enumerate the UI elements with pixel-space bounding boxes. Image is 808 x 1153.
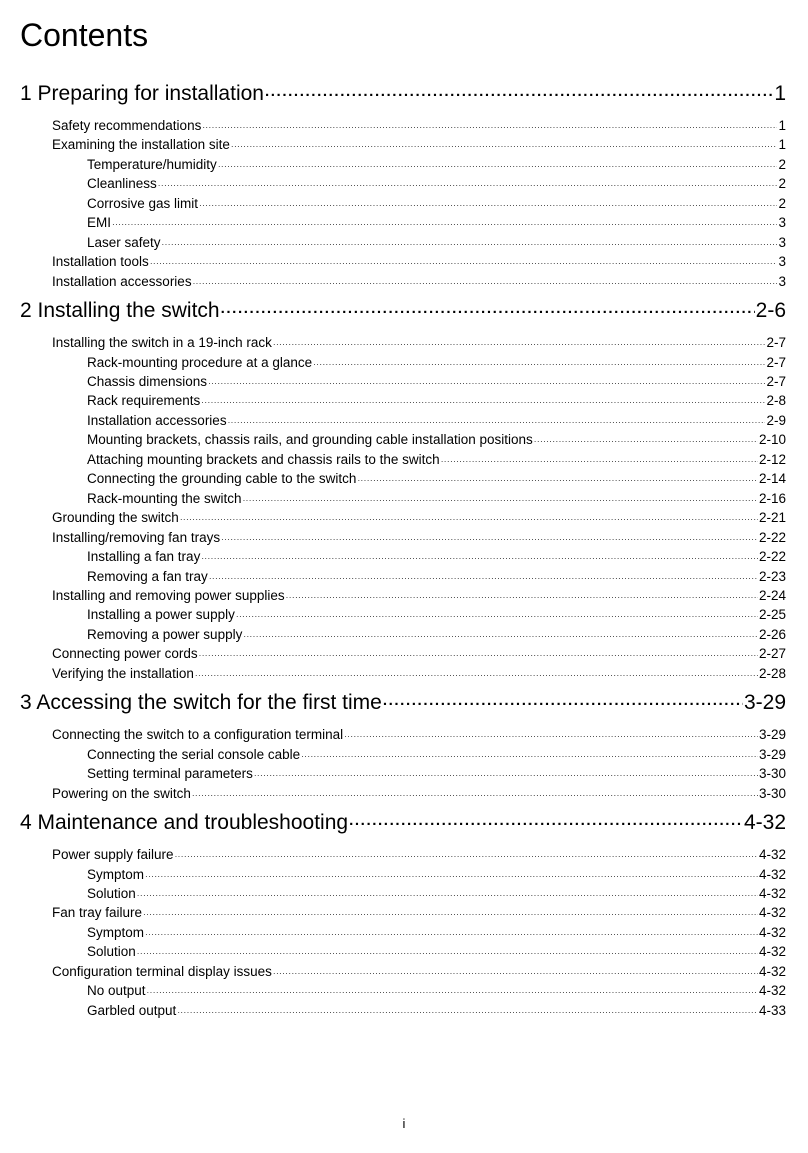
toc-subsection[interactable] bbox=[20, 548, 786, 567]
dot-leader bbox=[349, 811, 743, 839]
dot-leader bbox=[195, 667, 758, 684]
toc-section[interactable] bbox=[20, 726, 786, 745]
toc-subsection[interactable] bbox=[20, 470, 786, 489]
toc-subsection[interactable] bbox=[20, 214, 786, 233]
dot-leader bbox=[228, 414, 766, 431]
dot-leader bbox=[192, 787, 758, 804]
toc-page-number: 4-32 bbox=[758, 963, 786, 979]
toc-page-number: 4-32 bbox=[758, 924, 786, 940]
dot-leader bbox=[273, 336, 766, 353]
dot-leader bbox=[177, 1004, 758, 1021]
dot-leader bbox=[145, 926, 758, 943]
toc-chapter[interactable] bbox=[20, 809, 786, 839]
toc-subsection[interactable] bbox=[20, 924, 786, 943]
table-of-contents bbox=[20, 80, 786, 1021]
toc-page-number: 2-22 bbox=[758, 529, 786, 545]
toc-entry-title: Rack-mounting the switch bbox=[87, 490, 242, 506]
toc-entry-title: 4 Maintenance and troubleshooting bbox=[20, 811, 349, 835]
toc-page-number: 2-14 bbox=[758, 471, 786, 487]
toc-section[interactable] bbox=[20, 963, 786, 982]
toc-subsection[interactable] bbox=[20, 943, 786, 962]
dot-leader bbox=[243, 492, 758, 509]
toc-entry-title: Attaching mounting brackets and chassis rails to the switch bbox=[87, 451, 440, 467]
dot-leader bbox=[273, 965, 758, 982]
dot-leader bbox=[383, 691, 743, 719]
toc-entry-title: No output bbox=[87, 983, 146, 999]
toc-subsection[interactable] bbox=[20, 490, 786, 509]
toc-entry-title: Installing and removing power supplies bbox=[52, 587, 285, 603]
dot-leader bbox=[175, 848, 758, 865]
toc-subsection[interactable] bbox=[20, 431, 786, 450]
toc-entry-title: 2 Installing the switch bbox=[20, 299, 220, 323]
dot-leader bbox=[231, 138, 778, 155]
toc-page-number: 3-29 bbox=[743, 691, 786, 715]
toc-page-number: 2-7 bbox=[766, 335, 786, 351]
toc-entry-title: Installing the switch in a 19-inch rack bbox=[52, 335, 272, 351]
toc-page-number: 3 bbox=[778, 254, 786, 270]
toc-chapter[interactable] bbox=[20, 689, 786, 719]
toc-subsection[interactable] bbox=[20, 373, 786, 392]
toc-entry-title: Installing/removing fan trays bbox=[52, 529, 221, 545]
toc-page-number: 4-32 bbox=[758, 983, 786, 999]
toc-section[interactable] bbox=[20, 904, 786, 923]
toc-section[interactable] bbox=[20, 587, 786, 606]
toc-page-number: 1 bbox=[778, 137, 786, 153]
toc-page-number: 2-24 bbox=[758, 587, 786, 603]
dot-leader bbox=[143, 906, 758, 923]
toc-entry-title: Removing a fan tray bbox=[87, 568, 208, 584]
dot-leader bbox=[193, 275, 778, 292]
dot-leader bbox=[145, 868, 758, 885]
toc-entry-title: Powering on the switch bbox=[52, 785, 191, 801]
dot-leader bbox=[137, 887, 758, 904]
toc-entry-title: Solution bbox=[87, 944, 136, 960]
toc-entry-title: Setting terminal parameters bbox=[87, 766, 253, 782]
dot-leader bbox=[112, 216, 777, 233]
page-number: i bbox=[402, 1116, 406, 1131]
toc-subsection[interactable] bbox=[20, 234, 786, 253]
dot-leader bbox=[286, 589, 758, 606]
toc-section[interactable] bbox=[20, 273, 786, 292]
dot-leader bbox=[243, 628, 758, 645]
toc-subsection[interactable] bbox=[20, 195, 786, 214]
toc-page-number: 2-22 bbox=[758, 549, 786, 565]
toc-entry-title: Connecting the grounding cable to the switch bbox=[87, 471, 357, 487]
toc-page-number: 4-32 bbox=[743, 811, 786, 835]
toc-section[interactable] bbox=[20, 509, 786, 528]
toc-page-number: 3 bbox=[778, 273, 786, 289]
toc-section[interactable] bbox=[20, 529, 786, 548]
dot-leader bbox=[150, 255, 778, 272]
toc-subsection[interactable] bbox=[20, 412, 786, 431]
toc-entry-title: Connecting the switch to a configuration terminal bbox=[52, 727, 344, 743]
dot-leader bbox=[208, 375, 765, 392]
toc-entry-title: Rack-mounting procedure at a glance bbox=[87, 354, 313, 370]
toc-page-number: 2-25 bbox=[758, 607, 786, 623]
toc-page-number: 3 bbox=[778, 234, 786, 250]
dot-leader bbox=[147, 984, 758, 1001]
toc-section[interactable] bbox=[20, 846, 786, 865]
toc-entry-title: Corrosive gas limit bbox=[87, 195, 199, 211]
toc-subsection[interactable] bbox=[20, 1002, 786, 1021]
toc-page-number: 3-29 bbox=[758, 727, 786, 743]
toc-subsection[interactable] bbox=[20, 765, 786, 784]
toc-subsection[interactable] bbox=[20, 746, 786, 765]
toc-subsection[interactable] bbox=[20, 451, 786, 470]
toc-page-number: 2-28 bbox=[758, 665, 786, 681]
toc-entry-title: Rack requirements bbox=[87, 393, 201, 409]
toc-entry-title: Installation tools bbox=[52, 254, 149, 270]
toc-entry-title: Power supply failure bbox=[52, 847, 174, 863]
toc-entry-title: Installation accessories bbox=[87, 412, 227, 428]
dot-leader bbox=[209, 570, 758, 587]
dot-leader bbox=[199, 197, 777, 214]
toc-section[interactable] bbox=[20, 645, 786, 664]
toc-entry-title: EMI bbox=[87, 215, 112, 231]
toc-entry-title: Connecting the serial console cable bbox=[87, 746, 301, 762]
toc-entry-title: Verifying the installation bbox=[52, 665, 194, 681]
toc-entry-title: Installing a power supply bbox=[87, 607, 235, 623]
dot-leader bbox=[357, 472, 758, 489]
toc-entry-title: Temperature/humidity bbox=[87, 156, 217, 172]
toc-page-number: 2-16 bbox=[758, 490, 786, 506]
toc-section[interactable] bbox=[20, 117, 786, 136]
toc-section[interactable] bbox=[20, 253, 786, 272]
dot-leader bbox=[344, 728, 758, 745]
toc-page-number: 2-6 bbox=[755, 299, 786, 323]
dot-leader bbox=[202, 119, 777, 136]
toc-entry-title: 1 Preparing for installation bbox=[20, 82, 264, 105]
toc-page-number: 1 bbox=[774, 82, 786, 105]
toc-section[interactable] bbox=[20, 334, 786, 353]
toc-entry-title: Safety recommendations bbox=[52, 118, 202, 133]
toc-entry-title: Symptom bbox=[87, 924, 145, 940]
toc-page-number: 4-32 bbox=[758, 866, 786, 882]
toc-entry-title: Examining the installation site bbox=[52, 137, 230, 153]
toc-page-number: 2 bbox=[778, 195, 786, 211]
toc-entry-title: Configuration terminal display issues bbox=[52, 963, 272, 979]
toc-chapter[interactable] bbox=[20, 297, 786, 327]
toc-entry-title: Connecting power cords bbox=[52, 646, 198, 662]
toc-entry-title: Garbled output bbox=[87, 1002, 177, 1018]
toc-page-number: 4-32 bbox=[758, 847, 786, 863]
dot-leader bbox=[534, 433, 758, 450]
dot-leader bbox=[221, 299, 755, 327]
toc-subsection[interactable] bbox=[20, 606, 786, 625]
toc-section[interactable] bbox=[20, 785, 786, 804]
toc-page-number: 2-8 bbox=[766, 393, 786, 409]
dot-leader bbox=[162, 236, 778, 253]
toc-subsection[interactable] bbox=[20, 982, 786, 1001]
dot-leader bbox=[265, 82, 773, 110]
toc-entry-title: 3 Accessing the switch for the first time bbox=[20, 691, 382, 715]
toc-entry-title: Cleanliness bbox=[87, 176, 157, 192]
toc-subsection[interactable] bbox=[20, 392, 786, 411]
toc-page-number: 2-23 bbox=[758, 568, 786, 584]
toc-page-number: 2-27 bbox=[758, 646, 786, 662]
toc-subsection[interactable] bbox=[20, 175, 786, 194]
toc-page-number: 3 bbox=[778, 215, 786, 231]
toc-page-number: 2-26 bbox=[758, 626, 786, 642]
toc-page-number: 3-29 bbox=[758, 746, 786, 762]
toc-page-number: 4-32 bbox=[758, 885, 786, 901]
toc-page-number: 4-33 bbox=[758, 1002, 786, 1018]
dot-leader bbox=[201, 550, 758, 567]
toc-chapter[interactable] bbox=[20, 80, 786, 110]
toc-page-number: 2-21 bbox=[758, 510, 786, 526]
toc-page-number: 2-9 bbox=[766, 412, 786, 428]
toc-entry-title: Fan tray failure bbox=[52, 905, 143, 921]
toc-subsection[interactable] bbox=[20, 626, 786, 645]
toc-page-number: 4-32 bbox=[758, 944, 786, 960]
toc-page-number: 2-10 bbox=[758, 432, 786, 448]
dot-leader bbox=[221, 531, 758, 548]
toc-entry-title: Grounding the switch bbox=[52, 510, 179, 526]
toc-subsection[interactable] bbox=[20, 156, 786, 175]
dot-leader bbox=[180, 511, 758, 528]
dot-leader bbox=[137, 945, 758, 962]
toc-entry-title: Symptom bbox=[87, 866, 145, 882]
dot-leader bbox=[199, 647, 758, 664]
toc-entry-title: Chassis dimensions bbox=[87, 373, 208, 389]
toc-entry-title: Mounting brackets, chassis rails, and grounding cable installation positions bbox=[87, 432, 533, 448]
toc-page-number: 1 bbox=[778, 118, 786, 133]
dot-leader bbox=[313, 356, 765, 373]
page-title: Contents bbox=[20, 17, 149, 53]
dot-leader bbox=[236, 608, 758, 625]
toc-page-number: 2 bbox=[778, 176, 786, 192]
toc-page-number: 2-7 bbox=[766, 373, 786, 389]
toc-page-number: 2 bbox=[778, 156, 786, 172]
toc-page-number: 2-7 bbox=[766, 354, 786, 370]
toc-page-number: 3-30 bbox=[758, 785, 786, 801]
toc-entry-title: Installing a fan tray bbox=[87, 549, 201, 565]
dot-leader bbox=[201, 394, 765, 411]
toc-section[interactable] bbox=[20, 665, 786, 684]
dot-leader bbox=[254, 767, 758, 784]
toc-section[interactable] bbox=[20, 136, 786, 155]
toc-page-number: 4-32 bbox=[758, 905, 786, 921]
toc-subsection[interactable] bbox=[20, 568, 786, 587]
dot-leader bbox=[301, 748, 758, 765]
dot-leader bbox=[218, 158, 778, 175]
toc-subsection[interactable] bbox=[20, 885, 786, 904]
toc-page-number: 3-30 bbox=[758, 766, 786, 782]
toc-entry-title: Removing a power supply bbox=[87, 626, 243, 642]
toc-subsection[interactable] bbox=[20, 354, 786, 373]
toc-entry-title: Installation accessories bbox=[52, 273, 192, 289]
toc-subsection[interactable] bbox=[20, 866, 786, 885]
toc-entry-title: Laser safety bbox=[87, 234, 161, 250]
dot-leader bbox=[441, 453, 758, 470]
toc-page-number: 2-12 bbox=[758, 451, 786, 467]
dot-leader bbox=[158, 177, 778, 194]
toc-entry-title: Solution bbox=[87, 885, 136, 901]
